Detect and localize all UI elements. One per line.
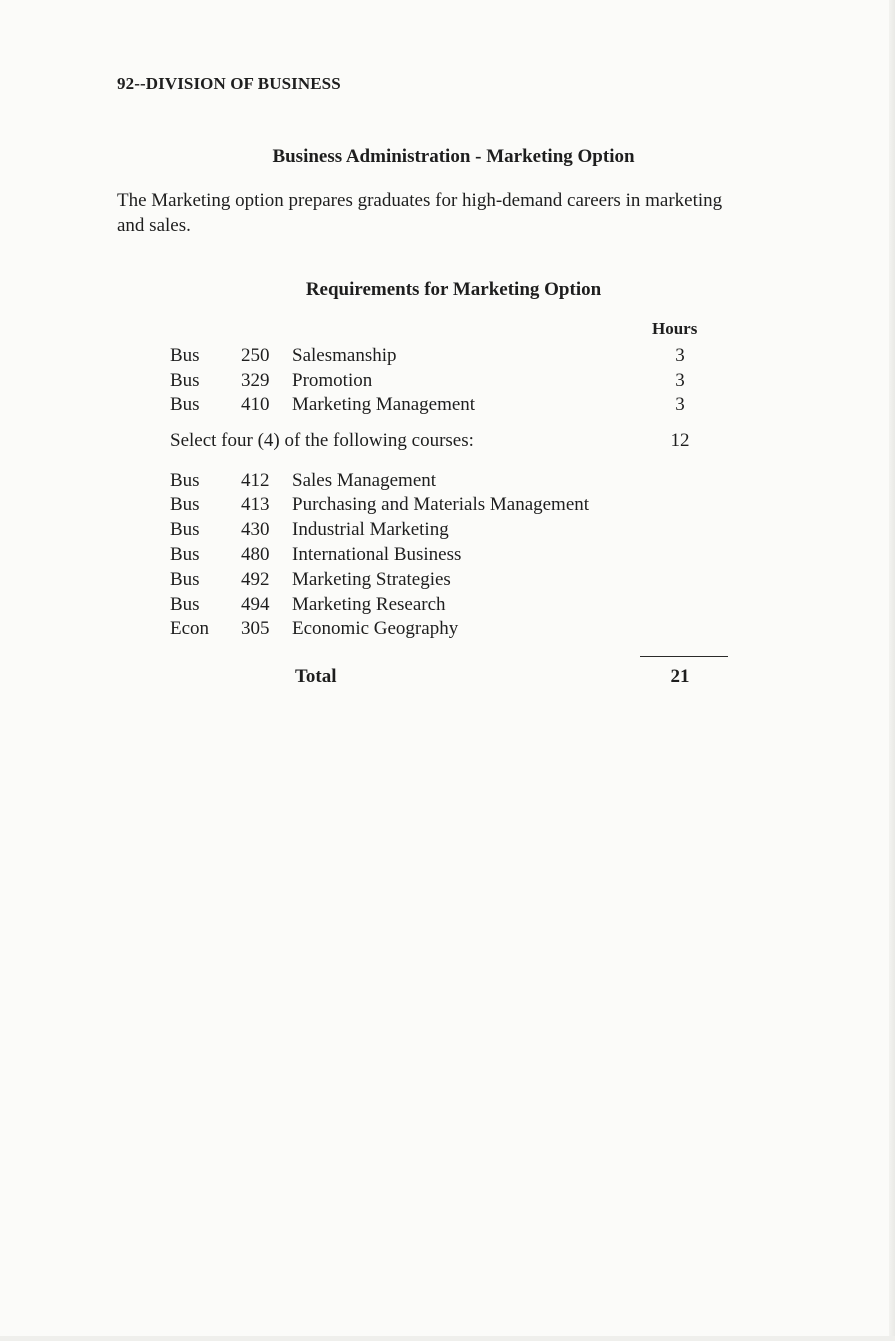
elective-course-row (0, 594, 895, 618)
course-hours: 3 (675, 394, 685, 415)
course-number: 494 (241, 594, 270, 615)
course-number: 412 (241, 470, 270, 491)
hours-column-header: Hours (652, 319, 698, 338)
running-head: 92--DIVISION OF BUSINESS (117, 74, 341, 93)
course-dept: Bus (170, 494, 200, 515)
course-title: Marketing Strategies (292, 569, 451, 590)
course-hours: 3 (675, 345, 685, 366)
course-number: 250 (241, 345, 270, 366)
course-title: Industrial Marketing (292, 519, 449, 540)
course-hours: 3 (675, 370, 685, 391)
intro-line: The Marketing option prepares graduates for high-demand careers in marketing (117, 190, 723, 211)
course-title: International Business (292, 544, 462, 565)
required-course-row (0, 394, 895, 418)
course-title: Sales Management (292, 470, 437, 491)
course-number: 413 (241, 494, 270, 515)
course-number: 492 (241, 569, 270, 590)
course-number: 410 (241, 394, 270, 415)
total-rule (640, 656, 728, 657)
course-title: Marketing Research (292, 594, 446, 615)
course-number: 480 (241, 544, 270, 565)
section-title: Business Administration - Marketing Option (272, 146, 635, 167)
total-hours: 21 (670, 666, 690, 687)
course-dept: Bus (170, 544, 200, 565)
course-title: Economic Geography (292, 618, 459, 639)
course-title: Marketing Management (292, 394, 476, 415)
course-title: Promotion (292, 370, 373, 391)
course-dept: Econ (170, 618, 210, 639)
course-dept: Bus (170, 470, 200, 491)
intro-paragraph (117, 188, 797, 238)
elective-course-row (0, 569, 895, 593)
course-dept: Bus (170, 370, 200, 391)
course-dept: Bus (170, 519, 200, 540)
intro-line: and sales. (117, 215, 191, 236)
course-dept: Bus (170, 569, 200, 590)
total-label: Total (295, 666, 337, 687)
course-number: 329 (241, 370, 270, 391)
required-course-row (0, 370, 895, 394)
scan-edge (0, 1336, 895, 1341)
elective-course-row (0, 519, 895, 543)
course-number: 430 (241, 519, 270, 540)
course-dept: Bus (170, 345, 200, 366)
select-hours: 12 (670, 430, 690, 451)
elective-course-row (0, 494, 895, 518)
course-dept: Bus (170, 394, 200, 415)
elective-course-row (0, 544, 895, 568)
required-course-row (0, 345, 895, 369)
course-number: 305 (241, 618, 270, 639)
course-dept: Bus (170, 594, 200, 615)
requirements-title: Requirements for Marketing Option (305, 279, 602, 300)
elective-course-row (0, 618, 895, 642)
select-instruction: Select four (4) of the following courses: (170, 430, 474, 451)
scan-edge (889, 0, 895, 1341)
course-title: Purchasing and Materials Management (292, 494, 590, 515)
course-title: Salesmanship (292, 345, 397, 366)
elective-course-row (0, 470, 895, 494)
